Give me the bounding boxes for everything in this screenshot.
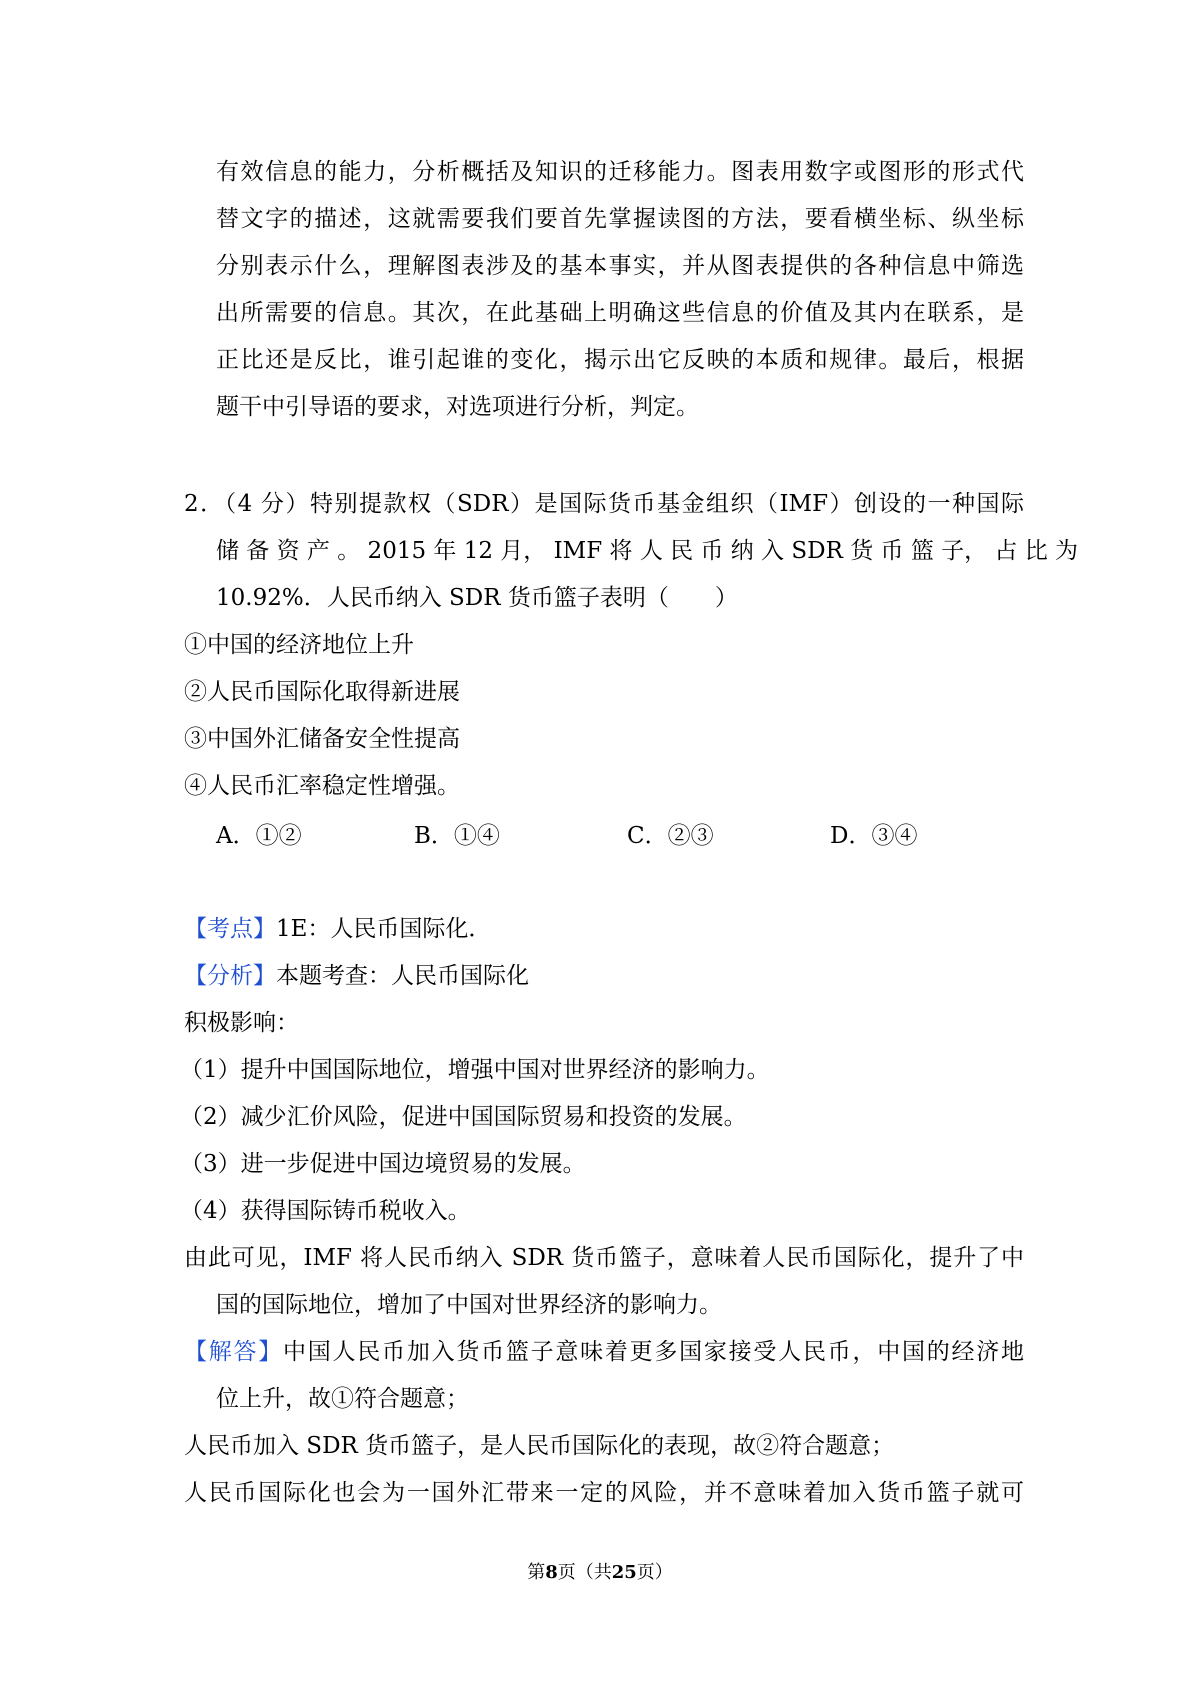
footer-prefix: 第 [527,1562,546,1583]
answer-paragraph-2: 人民币加入 SDR 货币篮子，是人民币国际化的表现，故②符合题意； [184,1433,895,1459]
question-stem-line-1: 2．（4 分）特别提款权（SDR）是国际货币基金组织（IMF）创设的一种国际 [184,491,1024,517]
intro-line-5: 正比还是反比，谁引起谁的变化，揭示出它反映的本质和规律。最后，根据 [216,347,1024,373]
positive-impact-label: 积极影响： [184,1010,299,1036]
jieda-text: 中国人民币加入货币篮子意味着更多国家接受人民币，中国的经济地 [283,1339,1025,1365]
question-stem-line-3: 10.92%．人民币纳入 SDR 货币篮子表明（ ） [216,585,738,611]
option-d: D．③④ [830,823,918,849]
question-stem-line-2: 储 备 资 产 。 2015 年 12 月， IMF 将 人 民 币 纳 入 SDR 货 币 篮 子， 占 比 为 [216,538,1079,564]
jieda-tag: 【解答】 [184,1339,284,1365]
statement-1: ①中国的经济地位上升 [184,632,414,658]
statement-3: ③中国外汇储备安全性提高 [184,726,460,752]
conclusion-line-1: 由此可见，IMF 将人民币纳入 SDR 货币篮子，意味着人民币国际化，提升了中 [184,1245,1024,1271]
option-c: C．②③ [627,823,714,849]
answer-paragraph-3: 人民币国际化也会为一国外汇带来一定的风险，并不意味着加入货币篮子就可 [184,1480,1024,1506]
impact-point-3: （3）进一步促进中国边境贸易的发展。 [180,1151,586,1177]
intro-line-2: 替文字的描述，这就需要我们要首先掌握读图的方法，要看横坐标、纵坐标 [216,206,1024,232]
option-a: A．①② [216,823,302,849]
intro-line-1: 有效信息的能力，分析概括及知识的迁移能力。图表用数字或图形的形式代 [216,159,1024,185]
statement-2: ②人民币国际化取得新进展 [184,679,460,705]
statement-4: ④人民币汇率稳定性增强。 [184,773,460,799]
total-pages: 25 [611,1562,637,1583]
kaodian-line [184,914,1024,944]
fenxi-text: 本题考查：人民币国际化 [276,963,529,989]
answer-options [216,821,1016,851]
footer-suffix: 页） [636,1562,673,1583]
option-b: B．①④ [414,823,500,849]
kaodian-text: 1E：人民币国际化． [276,916,492,942]
page-footer [0,1561,1200,1585]
jieda-line [184,1337,1024,1367]
intro-line-6: 题干中引导语的要求，对选项进行分析，判定。 [216,394,699,420]
fenxi-line [184,961,1024,991]
fenxi-tag: 【分析】 [184,963,276,989]
impact-point-2: （2）减少汇价风险，促进中国国际贸易和投资的发展。 [180,1104,747,1130]
conclusion-line-2: 国的国际地位，增加了中国对世界经济的影响力。 [216,1292,722,1318]
impact-point-4: （4）获得国际铸币税收入。 [180,1198,471,1224]
impact-point-1: （1）提升中国国际地位，增强中国对世界经济的影响力。 [180,1057,770,1083]
footer-middle: 页（共 [557,1562,612,1583]
intro-line-4: 出所需要的信息。其次，在此基础上明确这些信息的价值及其内在联系，是 [216,300,1024,326]
page-number: 8 [545,1562,558,1583]
kaodian-tag: 【考点】 [184,916,276,942]
jieda-continuation: 位上升，故①符合题意； [216,1386,469,1412]
intro-line-3: 分别表示什么，理解图表涉及的基本事实，并从图表提供的各种信息中筛选 [216,253,1024,279]
